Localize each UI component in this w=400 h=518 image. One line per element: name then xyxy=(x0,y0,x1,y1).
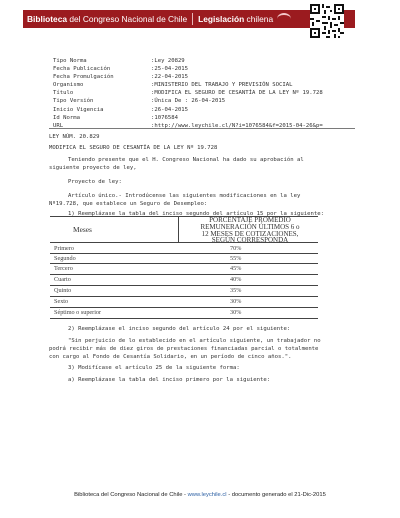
item-2: 2) Reemplázase el inciso segundo del artículo 24 por el siguiente: xyxy=(68,326,291,332)
divider xyxy=(49,128,355,129)
metadata-row: Fecha Publicación :25-04-2015 xyxy=(53,66,189,73)
table-rule xyxy=(50,263,318,264)
table-cell-pct: 30% xyxy=(230,309,242,316)
metadata-block xyxy=(53,57,353,130)
law-number: LEY NÚM. 20.829 xyxy=(49,134,100,140)
table-rule xyxy=(50,242,318,243)
table-rule xyxy=(50,285,318,286)
metadata-row: Fecha Promulgación :22-04-2015 xyxy=(53,74,189,81)
metadata-row-url[interactable]: URL :http://www.leychile.cl/N?i=1076584&f=2015-04-26&p= xyxy=(53,122,323,129)
table-rule xyxy=(50,318,318,319)
table-cell-pct: 55% xyxy=(230,255,242,262)
benefits-table xyxy=(50,216,318,324)
intro-line-1: Teniendo presente que el H. Congreso Nacional ha dado su aprobación al xyxy=(68,157,304,163)
metadata-row: Título :MODIFICA EL SEGURO DE CESANTÍA DE LA LEY Nº 19.728 xyxy=(53,90,323,97)
header-banner xyxy=(23,10,355,28)
table-cell-mes: Séptimo o superior xyxy=(54,309,102,316)
header-separator xyxy=(192,13,193,25)
table-cell-mes: Cuarto xyxy=(54,276,71,283)
table-cell-mes: Tercero xyxy=(54,265,73,272)
table-rule xyxy=(50,307,318,308)
table-rule xyxy=(50,296,318,297)
table-cell-mes: Sexto xyxy=(54,298,69,305)
brand-legislacion[interactable]: Legislación chilena xyxy=(198,14,274,24)
footer: Biblioteca del Congreso Nacional de Chile - www.leychile.cl - documento generado el 21-Dic-2015 xyxy=(74,492,326,498)
item-3: 3) Modifícase el artículo 25 de la siguiente forma: xyxy=(68,365,240,371)
table-cell-pct: 30% xyxy=(230,298,242,305)
proyecto-label: Proyecto de ley: xyxy=(68,179,122,185)
brand-bcn[interactable]: Biblioteca del Congreso Nacional de Chile xyxy=(27,14,188,24)
quote-line-2: podrá recibir más de diez giros de prestaciones financiadas parcial o totalmente xyxy=(49,346,319,352)
metadata-row: Tipo Versión :Única De : 26-04-2015 xyxy=(53,98,226,105)
metadata-row: Tipo Norma :Ley 20829 xyxy=(53,58,185,64)
table-cell-pct: 35% xyxy=(230,287,242,294)
table-cell-mes: Segundo xyxy=(54,255,76,262)
table-cell-mes: Quinto xyxy=(54,287,72,294)
table-rule xyxy=(178,216,179,242)
articulo-line-1: Artículo único.- Introdúcense las siguientes modificaciones en la ley xyxy=(68,193,301,199)
metadata-row: Organismo :MINISTERIO DEL TRABAJO Y PREVISIÓN SOCIAL xyxy=(53,82,293,89)
metadata-row: Inicio Vigencia :26-04-2015 xyxy=(53,106,189,113)
item-3a: a) Reemplázase la tabla del inciso primero por la siguiente: xyxy=(68,377,271,383)
table-cell-mes: Primero xyxy=(54,245,74,252)
articulo-line-2: Nº19.728, que establece un Seguro de Desempleo: xyxy=(49,201,208,207)
table-rule xyxy=(50,274,318,275)
table-header-meses: Meses xyxy=(73,225,92,234)
table-cell-pct: 45% xyxy=(230,265,242,272)
law-title: MODIFICA EL SEGURO DE CESANTÍA DE LA LEY Nº 19.728 xyxy=(49,145,218,151)
table-rule xyxy=(50,253,318,254)
footer-link[interactable]: www.leychile.cl xyxy=(187,492,227,498)
swoosh-icon xyxy=(277,13,291,25)
intro-line-2: siguiente proyecto de ley, xyxy=(49,165,137,171)
quote-line-1: "Sin perjuicio de lo establecido en el artículo siguiente, un trabajador no xyxy=(68,338,321,344)
item-1: 1) Reemplázase la tabla del inciso segundo del artículo 15 por la siguiente: xyxy=(68,211,324,217)
qr-code-icon xyxy=(310,4,344,38)
quote-line-3: con cargo al Fondo de Cesantía Solidario, en un período de cinco años.". xyxy=(49,354,292,360)
table-cell-pct: 70% xyxy=(230,245,242,252)
table-cell-pct: 40% xyxy=(230,276,242,283)
table-header-porcentaje: PORCENTAJE PROMEDIO REMUNERACIÓN ÚLTIMOS 6 o 12 MESES DE COTIZACIONES, SEGÚN CORRESPONDA xyxy=(200,216,300,245)
metadata-row: Id Norma :1076584 xyxy=(53,114,178,121)
